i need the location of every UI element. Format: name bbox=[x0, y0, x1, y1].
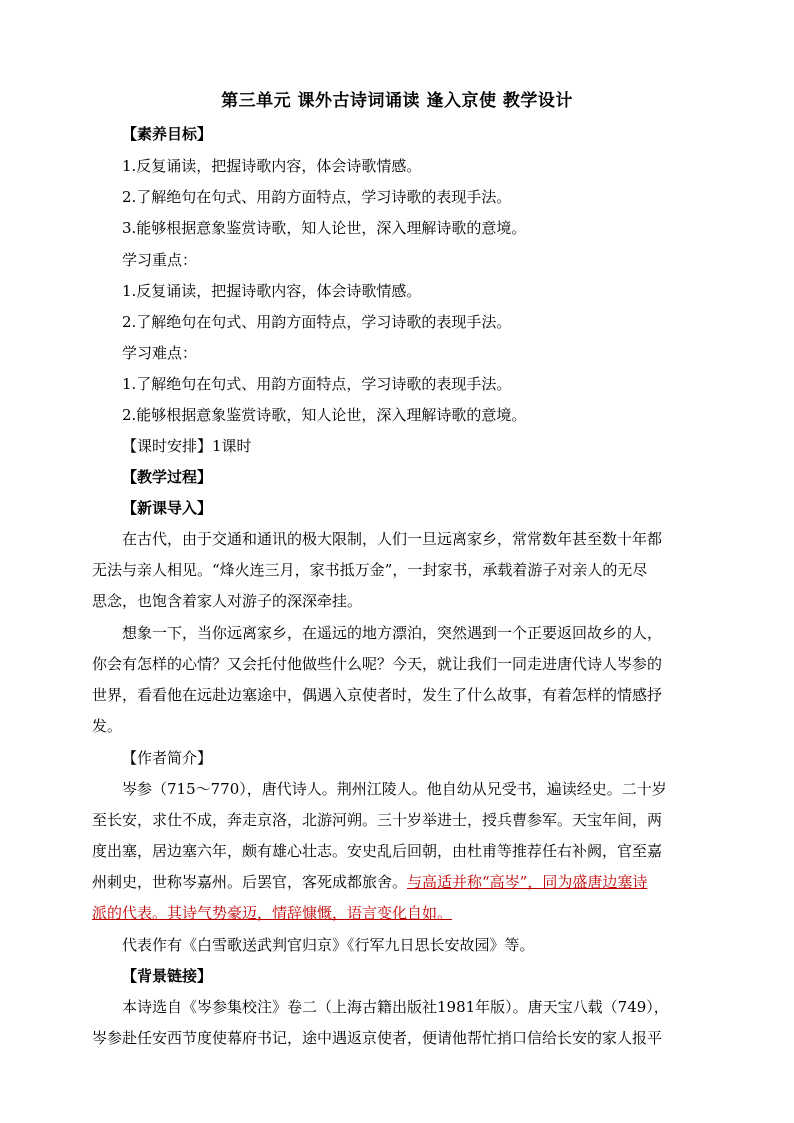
author-text: 州刺史，世称岑嘉州。后罢官，客死成都旅舍。 bbox=[92, 873, 408, 891]
intro-paragraph-line: 在古代，由于交通和通讯的极大限制，人们一旦远离家乡，常常数年甚至数十年都 bbox=[122, 530, 663, 548]
intro-paragraph-line: 想象一下，当你远离家乡，在遥远的地方漂泊，突然遇到一个正要返回故乡的人， bbox=[122, 624, 663, 642]
difficulty-item: 1.了解绝句在句式、用韵方面特点，学习诗歌的表现手法。 bbox=[122, 375, 512, 393]
works-line: 代表作有《白雪歌送武判官归京》《行军九日思长安故园》等。 bbox=[122, 936, 535, 954]
author-paragraph-line: 岑参（715～770），唐代诗人。荆州江陵人。他自幼从兄受书，遍读经史。二十岁 bbox=[122, 780, 667, 798]
intro-heading: 【新课导入】 bbox=[122, 499, 213, 517]
intro-paragraph-line: 世界，看看他在远赴边塞途中，偶遇入京使者时，发生了什么故事，有着怎样的情感抒 bbox=[92, 686, 663, 704]
schedule-line: 【课时安排】1课时 bbox=[122, 437, 252, 455]
goal-item: 3.能够根据意象鉴赏诗歌，知人论世，深入理解诗歌的意境。 bbox=[122, 219, 527, 237]
page-title: 第三单元 课外古诗词诵读 逢入京使 教学设计 bbox=[221, 91, 573, 111]
author-heading: 【作者简介】 bbox=[122, 749, 213, 767]
intro-paragraph-line: 发。 bbox=[92, 717, 123, 735]
goal-item: 1.反复诵读，把握诗歌内容，体会诗歌情感。 bbox=[122, 157, 422, 175]
intro-paragraph-line: 思念，也饱含着家人对游子的深深牵挂。 bbox=[92, 592, 363, 610]
focus-item: 2.了解绝句在句式、用韵方面特点，学习诗歌的表现手法。 bbox=[122, 313, 512, 331]
author-highlight: 与高适并称“高岑”，同为盛唐边塞诗 bbox=[407, 873, 648, 891]
goal-item: 2.了解绝句在句式、用韵方面特点，学习诗歌的表现手法。 bbox=[122, 188, 512, 206]
difficulty-item: 2.能够根据意象鉴赏诗歌，知人论世，深入理解诗歌的意境。 bbox=[122, 406, 527, 424]
focus-heading: 学习重点： bbox=[122, 251, 198, 269]
background-paragraph-line: 岑参赴任安西节度使幕府书记，途中遇返京使者，便请他帮忙捎口信给长安的家人报平 bbox=[92, 1029, 663, 1047]
author-paragraph-line: 至长安，求仕不成，奔走京洛，北游河朔。三十岁举进士，授兵曹参军。天宝年间，两 bbox=[92, 811, 663, 829]
background-heading: 【背景链接】 bbox=[122, 967, 213, 985]
intro-paragraph-line: 无法与亲人相见。“烽火连三月，家书抵万金”，一封家书，承载着游子对亲人的无尽 bbox=[92, 561, 648, 579]
intro-paragraph-line: 你会有怎样的心情？又会托付他做些什么呢？今天，就让我们一同走进唐代诗人岑参的 bbox=[92, 655, 663, 673]
author-highlight: 派的代表。其诗气势豪迈，情辞慷慨，语言变化自如。 bbox=[92, 904, 453, 922]
difficulty-heading: 学习难点： bbox=[122, 344, 198, 362]
goals-heading: 【素养目标】 bbox=[122, 125, 213, 143]
author-paragraph-line bbox=[92, 872, 647, 892]
background-paragraph-line: 本诗选自《岑参集校注》卷二（上海古籍出版社1981年版）。唐天宝八载（749）， bbox=[122, 998, 669, 1016]
focus-item: 1.反复诵读，把握诗歌内容，体会诗歌情感。 bbox=[122, 282, 422, 300]
process-heading: 【教学过程】 bbox=[122, 468, 213, 486]
author-paragraph-line: 度出塞，居边塞六年，颇有雄心壮志。安史乱后回朝，由杜甫等推荐任右补阙，官至嘉 bbox=[92, 842, 663, 860]
